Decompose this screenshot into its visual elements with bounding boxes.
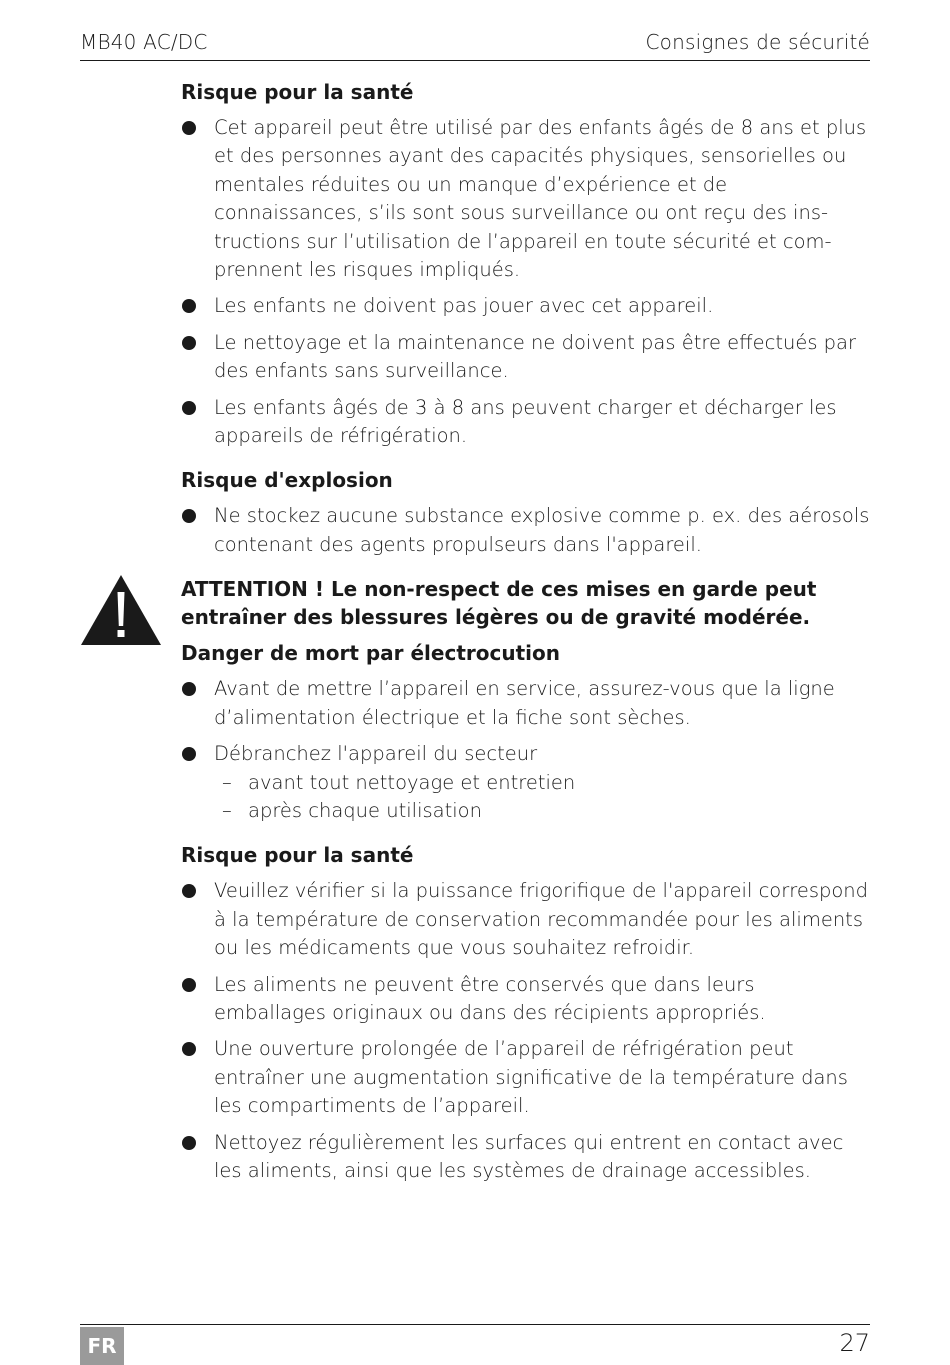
list-item-text: Les enfants ne doivent pas jouer avec cet appareil. bbox=[214, 294, 714, 318]
bullet-icon bbox=[182, 121, 196, 135]
list-item bbox=[181, 1035, 871, 1120]
model-name: MB40 AC/DC bbox=[80, 30, 208, 54]
health-risk-section-2 bbox=[181, 841, 871, 1185]
bullet-list bbox=[181, 675, 871, 825]
language-badge: FR bbox=[80, 1327, 124, 1365]
bullet-icon bbox=[182, 1136, 196, 1150]
list-item bbox=[181, 740, 871, 825]
list-item-text: Débranchez l'appareil du secteur bbox=[214, 742, 538, 766]
sub-list-item bbox=[214, 797, 871, 825]
section-heading: Risque pour la santé bbox=[181, 843, 414, 868]
list-item-text: Avant de mettre l’appareil en service, assurez-vous que la ligne d’alimentation électrique et la fiche sont sèches. bbox=[214, 677, 835, 729]
sub-list-item-text: après chaque utilisation bbox=[248, 798, 482, 822]
section-title: Consignes de sécurité bbox=[645, 30, 870, 54]
health-risk-section-1 bbox=[181, 78, 871, 450]
warning-triangle-icon bbox=[80, 574, 162, 646]
bullet-icon bbox=[182, 509, 196, 523]
bullet-icon bbox=[182, 747, 196, 761]
sub-list bbox=[214, 769, 871, 826]
list-item-text: Les aliments ne peuvent être conservés que dans leurs emballages originaux ou dans des récipients appropriés. bbox=[214, 972, 766, 1024]
bullet-list bbox=[181, 877, 871, 1185]
list-item-text: Nettoyez régulièrement les surfaces qui entrent en contact avec les aliments, ainsi que les systèmes de drainage accessibles. bbox=[214, 1130, 844, 1182]
bullet-icon bbox=[182, 1042, 196, 1056]
list-item-text: Ne stockez aucune substance explosive comme p. ex. des aérosols contenant des agents propulseurs dans l'appareil. bbox=[214, 504, 870, 556]
electrocution-section bbox=[181, 639, 871, 825]
dash-icon: – bbox=[222, 798, 232, 822]
page-number: 27 bbox=[839, 1329, 870, 1357]
list-item bbox=[181, 394, 871, 451]
bullet-icon bbox=[182, 401, 196, 415]
section-heading: Risque pour la santé bbox=[181, 80, 414, 104]
list-item bbox=[181, 292, 871, 320]
dash-icon: – bbox=[222, 770, 232, 794]
sub-list-item bbox=[214, 769, 871, 797]
list-item bbox=[181, 114, 871, 284]
section-heading: Danger de mort par électrocution bbox=[181, 641, 560, 666]
list-item-text: Cet appareil peut être utilisé par des enfants âgés de 8 ans et plus et des personnes ayant des capacités physiques, sensorielles ou mentales réduites ou un manque d’expérience et de connaissances, s’ils sont sous surveillance ou ont reçu des instructions sur l’utilisation de l’appareil en toute sécurité et comprennent les risques impliqués. bbox=[214, 116, 867, 282]
list-item bbox=[181, 502, 871, 559]
bullet-list bbox=[181, 114, 871, 450]
bullet-list bbox=[181, 502, 871, 559]
explosion-risk-section bbox=[181, 466, 871, 559]
list-item bbox=[181, 971, 871, 1028]
page-header bbox=[80, 28, 870, 61]
list-item-text: Les enfants âgés de 3 à 8 ans peuvent charger et décharger les appareils de réfrigération. bbox=[214, 395, 837, 448]
list-item bbox=[181, 675, 871, 732]
list-item bbox=[181, 329, 871, 386]
list-item-text: Une ouverture prolongée de l’appareil de réfrigération peut entraîner une augmentation significative de la température dans les compartiments de l’appareil. bbox=[214, 1037, 848, 1118]
list-item-text: Le nettoyage et la maintenance ne doivent pas être effectués par des enfants sans surveillance. bbox=[214, 330, 857, 383]
section-heading: Risque d'explosion bbox=[181, 468, 393, 493]
page-content bbox=[181, 78, 871, 1201]
bullet-icon bbox=[182, 884, 196, 898]
bullet-icon bbox=[182, 978, 196, 992]
bullet-icon bbox=[182, 299, 196, 313]
attention-notice: ATTENTION ! Le non-respect de ces mises en garde peut entraîner des blessures légères ou de gravité modérée. bbox=[181, 577, 817, 630]
list-item-text: Veuillez vérifier si la puissance frigorifique de l'appareil correspond à la température de conservation recommandée pour les aliments ou les médicaments que vous souhaitez refroidir. bbox=[214, 879, 869, 960]
page-footer bbox=[80, 1324, 870, 1365]
list-item bbox=[181, 1129, 871, 1186]
list-item bbox=[181, 877, 871, 962]
sub-list-item-text: avant tout nettoyage et entretien bbox=[248, 770, 576, 794]
bullet-icon bbox=[182, 336, 196, 350]
bullet-icon bbox=[182, 682, 196, 696]
